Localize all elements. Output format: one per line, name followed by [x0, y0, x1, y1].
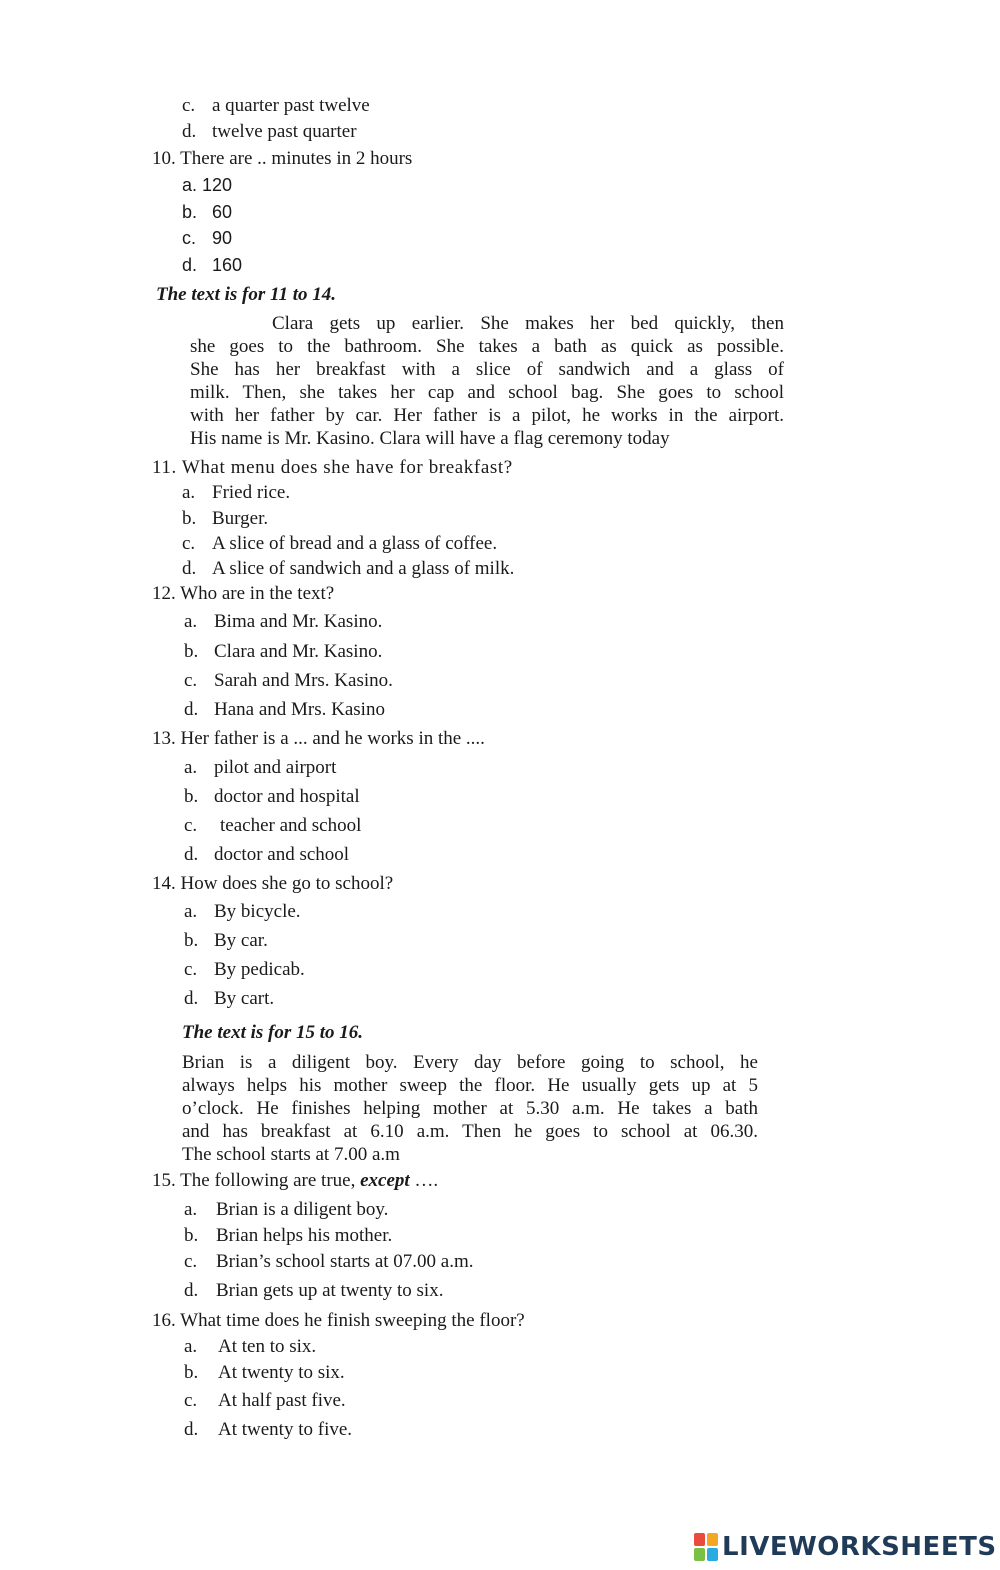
passage-2-heading: The text is for 15 to 16. [182, 1022, 364, 1043]
liveworksheets-logo-text: LIVEWORKSHEETS [722, 1532, 997, 1562]
q15-option-c [184, 1251, 474, 1273]
q16-option-a [184, 1336, 316, 1358]
question-text: What time does he finish sweeping the floor? [180, 1310, 525, 1331]
option-text: By cart. [214, 988, 275, 1009]
option-letter: a. [184, 1199, 198, 1220]
option-text: teacher and school [220, 815, 362, 836]
question-text-prefix: The following are true, [180, 1170, 356, 1191]
question-text: What menu does she have for breakfast? [181, 457, 513, 478]
question-text: Her father is a ... and he works in the .... [180, 728, 485, 749]
q14-option-b [184, 930, 268, 952]
q10-option-b [182, 201, 232, 223]
option-letter: a. [184, 1336, 198, 1357]
liveworksheets-logo [694, 1532, 997, 1562]
option-text: Brian’s school starts at 07.00 a.m. [216, 1251, 474, 1272]
q15-option-d [184, 1280, 443, 1302]
option-text: doctor and school [214, 844, 350, 865]
option-letter: c. [184, 1251, 198, 1272]
q16-option-b [184, 1362, 345, 1384]
q10-option-a [182, 174, 232, 196]
question-12 [152, 583, 334, 605]
question-text: How does she go to school? [180, 873, 394, 894]
q10-option-c [182, 227, 232, 249]
question-text-emphasis: except [360, 1170, 410, 1191]
passage-1-body [190, 312, 784, 450]
logo-square-green [694, 1548, 705, 1561]
option-text: Burger. [212, 508, 269, 529]
q14-option-a [184, 901, 301, 923]
q14-option-c [184, 959, 305, 981]
passage-line: always helps his mother sweep the floor. He usually gets up at 5 [182, 1075, 758, 1096]
option-text: By pedicab. [214, 959, 305, 980]
q16-option-d [184, 1419, 352, 1441]
question-number: 14. [152, 873, 176, 894]
option-text: At half past five. [218, 1390, 346, 1411]
passage-2-body [182, 1051, 758, 1166]
option-text: twelve past quarter [212, 121, 357, 142]
question-text: There are .. minutes in 2 hours [180, 148, 413, 169]
option-text: Hana and Mrs. Kasino [214, 699, 385, 720]
question-number: 13. [152, 728, 176, 749]
question-15 [152, 1170, 438, 1192]
option-text: By car. [214, 930, 268, 951]
option-letter: d. [184, 699, 199, 720]
passage-line: His name is Mr. Kasino. Clara will have a flag ceremony today [190, 428, 670, 449]
logo-square-blue [707, 1548, 718, 1561]
option-letter: a. [182, 482, 196, 503]
option-text: Fried rice. [212, 482, 291, 503]
option-letter: b. [184, 641, 199, 662]
option-letter: c. [184, 959, 198, 980]
question-text-suffix: …. [414, 1170, 439, 1191]
logo-square-orange [707, 1533, 718, 1546]
option-letter: d. [184, 988, 199, 1009]
option-letter: b. [182, 202, 198, 222]
question-11 [152, 457, 513, 479]
passage-line: She has her breakfast with a slice of sandwich and a glass of [190, 359, 784, 380]
option-letter: d. [182, 558, 197, 579]
passage-1-heading: The text is for 11 to 14. [156, 284, 336, 305]
option-letter: c. [182, 228, 197, 248]
option-text: Brian helps his mother. [216, 1225, 393, 1246]
question-13 [152, 728, 485, 750]
option-letter: c. [182, 95, 196, 116]
option-text: doctor and hospital [214, 786, 360, 807]
option-text: At twenty to five. [218, 1419, 353, 1440]
option-letter: c. [184, 815, 198, 836]
option-letter: d. [184, 844, 199, 865]
option-text: 90 [212, 228, 233, 248]
option-text: By bicycle. [214, 901, 301, 922]
q11-option-b [182, 508, 268, 530]
q13-option-a [184, 757, 336, 779]
option-letter: c. [184, 670, 198, 691]
q12-option-d [184, 699, 385, 721]
q11-option-d [182, 558, 514, 580]
option-letter: b. [184, 786, 199, 807]
option-letter: b. [182, 508, 197, 529]
question-text: Who are in the text? [180, 583, 335, 604]
q13-option-d [184, 844, 349, 866]
option-text: Bima and Mr. Kasino. [214, 611, 383, 632]
option-text: 120 [202, 175, 233, 195]
passage-line: Brian is a diligent boy. Every day before going to school, he [182, 1052, 758, 1073]
question-10 [152, 148, 412, 170]
q9-option-d [182, 121, 357, 143]
option-text: pilot and airport [214, 757, 337, 778]
passage-line: o’clock. He finishes helping mother at 5.30 a.m. He takes a bath [182, 1098, 758, 1119]
option-text: 60 [212, 202, 233, 222]
option-text: Brian gets up at twenty to six. [216, 1280, 444, 1301]
q12-option-b [184, 641, 382, 663]
option-text: A slice of bread and a glass of coffee. [212, 533, 498, 554]
option-letter: a. [182, 175, 198, 195]
passage-line: and has breakfast at 6.10 a.m. Then he goes to school at 06.30. [182, 1121, 758, 1142]
option-letter: a. [184, 757, 198, 778]
option-text: At ten to six. [218, 1336, 317, 1357]
option-letter: b. [184, 1225, 199, 1246]
option-text: Clara and Mr. Kasino. [214, 641, 383, 662]
question-number: 10. [152, 148, 176, 169]
passage-line: she goes to the bathroom. She takes a bath as quick as possible. [190, 336, 784, 357]
q15-option-a [184, 1199, 388, 1221]
passage-line: Clara gets up earlier. She makes her bed quickly, then [272, 313, 784, 334]
option-letter: d. [182, 121, 197, 142]
option-letter: a. [184, 611, 198, 632]
option-text: A slice of sandwich and a glass of milk. [212, 558, 515, 579]
option-letter: d. [184, 1419, 199, 1440]
question-number: 16. [152, 1310, 176, 1331]
option-text: At twenty to six. [218, 1362, 345, 1383]
passage-line: with her father by car. Her father is a pilot, he works in the airport. [190, 405, 784, 426]
q12-option-a [184, 611, 382, 633]
option-letter: b. [184, 930, 199, 951]
option-letter: b. [184, 1362, 199, 1383]
q15-option-b [184, 1225, 392, 1247]
option-letter: d. [184, 1280, 199, 1301]
q10-option-d [182, 254, 242, 276]
option-letter: a. [184, 901, 198, 922]
option-text: a quarter past twelve [212, 95, 370, 116]
q14-option-d [184, 988, 274, 1010]
q11-option-c [182, 533, 497, 555]
passage-line: milk. Then, she takes her cap and school bag. She goes to school [190, 382, 784, 403]
q13-option-b [184, 786, 360, 808]
q13-option-c [184, 815, 361, 837]
option-text: Sarah and Mrs. Kasino. [214, 670, 393, 691]
option-text: 160 [212, 255, 243, 275]
option-letter: d. [182, 255, 198, 275]
q9-option-c [182, 95, 370, 117]
logo-square-red [694, 1533, 705, 1546]
question-14 [152, 873, 393, 895]
q11-option-a [182, 482, 290, 504]
option-letter: c. [182, 533, 196, 554]
question-number: 12. [152, 583, 176, 604]
question-number: 15. [152, 1170, 176, 1191]
option-letter: c. [184, 1390, 198, 1411]
q16-option-c [184, 1390, 346, 1412]
q12-option-c [184, 670, 393, 692]
option-text: Brian is a diligent boy. [216, 1199, 389, 1220]
question-16 [152, 1310, 525, 1332]
question-number: 11. [152, 457, 177, 478]
liveworksheets-logo-icon [694, 1533, 718, 1561]
passage-line: The school starts at 7.00 a.m [182, 1144, 400, 1165]
